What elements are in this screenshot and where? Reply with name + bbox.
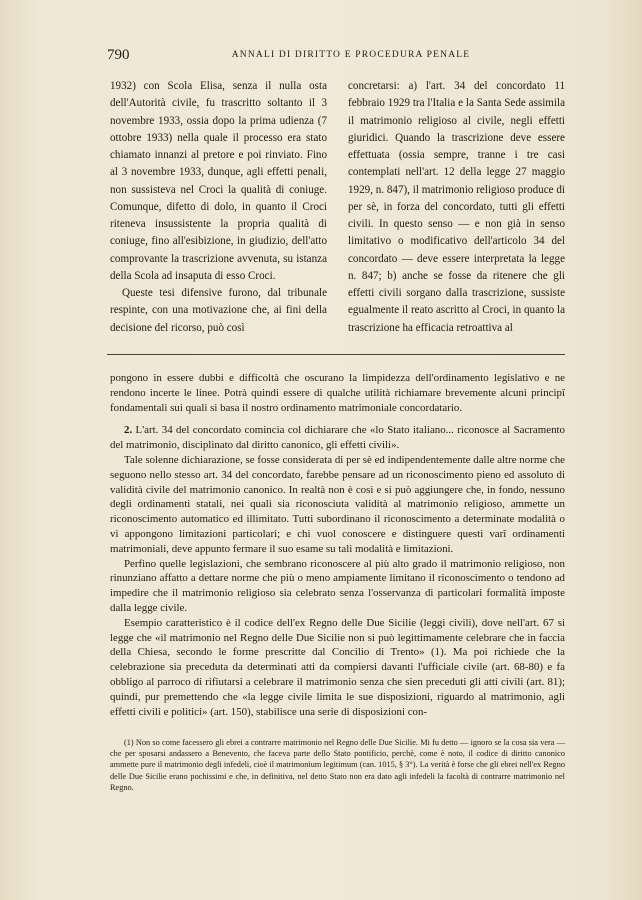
main-paragraph-5: Esempio caratteristico è il codice dell'ex Regno delle Due Sicilie (leggi civili), dove nell'art. 67 si legge che «il matrimonio nel Regno delle Due Sicilie non si può legittimamente celebrare che in faccia della Chiesa, secondo le forme prescritte dal Concilio di Trento» (1). Ma poi richiede che la celebrazione sia preceduta da determinati atti da compiersi davanti l'ufficiale civile (art. 68-80) e fa obbligo al parroco di rifiutarsi a celebrare il matrimonio senza che sien preceduti gli atti civili (art. 81); quindi, pur premettendo che «la legge civile limita le sue disposizioni, riguardo al matrimonio, agli effetti civili e politici» (art. 150), stabilisce una serie di disposizioni con- (110, 616, 565, 718)
left-column-paragraph-2: Queste tesi difensive furono, dal tribunale respinte, con una motivazione che, ai fini della decisione del ricorso, può così (110, 287, 327, 334)
main-paragraph-2 (110, 423, 565, 453)
page-header (107, 47, 565, 65)
main-paragraph-4: Perfino quelle legislazioni, che sembrano riconoscere al più alto grado il matrimonio religioso, non rinunziano affatto a dettare norme che più o meno ampiamente limitano il riconoscimento o tendono ad impedire che il matrimonio religioso sia celebrato senza l'osservanza di particolari formalità imposte dalla legge civile. (110, 557, 565, 614)
main-paragraph-1: pongono in essere dubbi e difficoltà che oscurano la limpidezza dell'ordinamento legislativo e ne rendono incerte le linee. Potrà quindi essere di qualche utilità richiamare brevemente alcuni principî fondamentali sui quali si basa il nostro ordinamento matrimoniale concordatario. (110, 372, 565, 414)
main-paragraph-2-text: L'art. 34 del concordato comincia col dichiarare che «lo Stato italiano... riconosce al Sacramento del matrimonio, disciplinato dal diritto canonico, gli effetti civili». (110, 424, 565, 452)
footnotes (110, 737, 565, 793)
right-column (348, 78, 565, 337)
left-column-paragraph-1: 1932) con Scola Elisa, senza il nulla osta dell'Autorità civile, fu trascritto soltanto il 3 novembre 1933, ossia dopo la prima udienza (7 ottobre 1933) nella quale il processo era stato chiamato innanzi al pretore e poi rinviato. Fino al 3 novembre 1933, dunque, agli effetti penali, non sussisteva nel Croci la qualità di coniuge. Comunque, difetto di dolo, in quanto il Croci riteneva insussistente la propria qualità di coniuge, fino all'esibizione, in giudizio, dell'atto comprovante la trascrizione avvenuta, su istanza della Scola ad insaputa di esso Croci. (110, 80, 327, 282)
two-column-section (110, 78, 565, 337)
main-paragraph-3: Tale solenne dichiarazione, se fosse considerata di per sè ed indipendentemente dalle altre norme che seguono nello stesso art. 34 del concordato, farebbe pensare ad un riconoscimento pieno ed assoluto di validità civile del matrimonio canonico. In realtà non è così e si può aggiungere che, in fondo, nessuno degli ordinamenti statali, nei quali sia riconosciuta validità al matrimonio religioso, ammette un riconoscimento automatico ed illimitato. Tutti subordinano il riconoscimento a determinate modalità o vi appongono limitazioni particolari; e chi vuol conoscere e distinguere questi varî ordinamenti matrimoniali, deve appunto fermare il suo esame su tali modalità e limitazioni. (110, 453, 565, 555)
section-number: 2. (124, 424, 133, 437)
section-divider (107, 354, 565, 355)
left-column (110, 78, 327, 337)
page-number: 790 (107, 47, 130, 63)
footnote-1: (1) Non so come facessero gli ebrei a contrarre matrimonio nel Regno delle Due Sicilie. Mi fu detto — ignoro se la cosa sia vera — che per sposarsi andassero a Benevento, che faceva parte dello Stato pontificio, perchè, come è noto, il codice di diritto canonico ammette pure il matrimonio degli infedeli, cioè il matrimonium legitimum (can. 1015, § 3°). La verità è forse che gli ebrei nell'ex Regno delle Due Sicilie erano pochissimi e che, in definitiva, nel detto Stato non era dato agli infedeli la facoltà di contrarre matrimonio nel Regno. (110, 738, 565, 792)
main-text (110, 371, 565, 719)
running-title: ANNALI DI DIRITTO E PROCEDURA PENALE (231, 50, 471, 60)
right-column-paragraph-1: concretarsi: a) l'art. 34 del concordato 11 febbraio 1929 tra l'Italia e la Santa Sede assimila il matrimonio religioso al civile, negli effetti giuridici. Quando la trascrizione deve essere effettuata (ossia sempre, tranne i tre casi contemplati nell'art. 12 della legge 27 maggio 1929, n. 847), il matrimonio religioso produce di per sè, in forza del concordato, tutti gli effetti civili. In questo senso — e non già in senso limitativo o modificativo dell'articolo 34 del concordato — deve essere interpretata la legge n. 847; b) anche se fosse da ritenere che gli effetti civili sorgano dalla trascrizione, sussiste egualmente il reato ascritto al Croci, in quanto la trascrizione ha efficacia retroattiva al (348, 80, 565, 334)
